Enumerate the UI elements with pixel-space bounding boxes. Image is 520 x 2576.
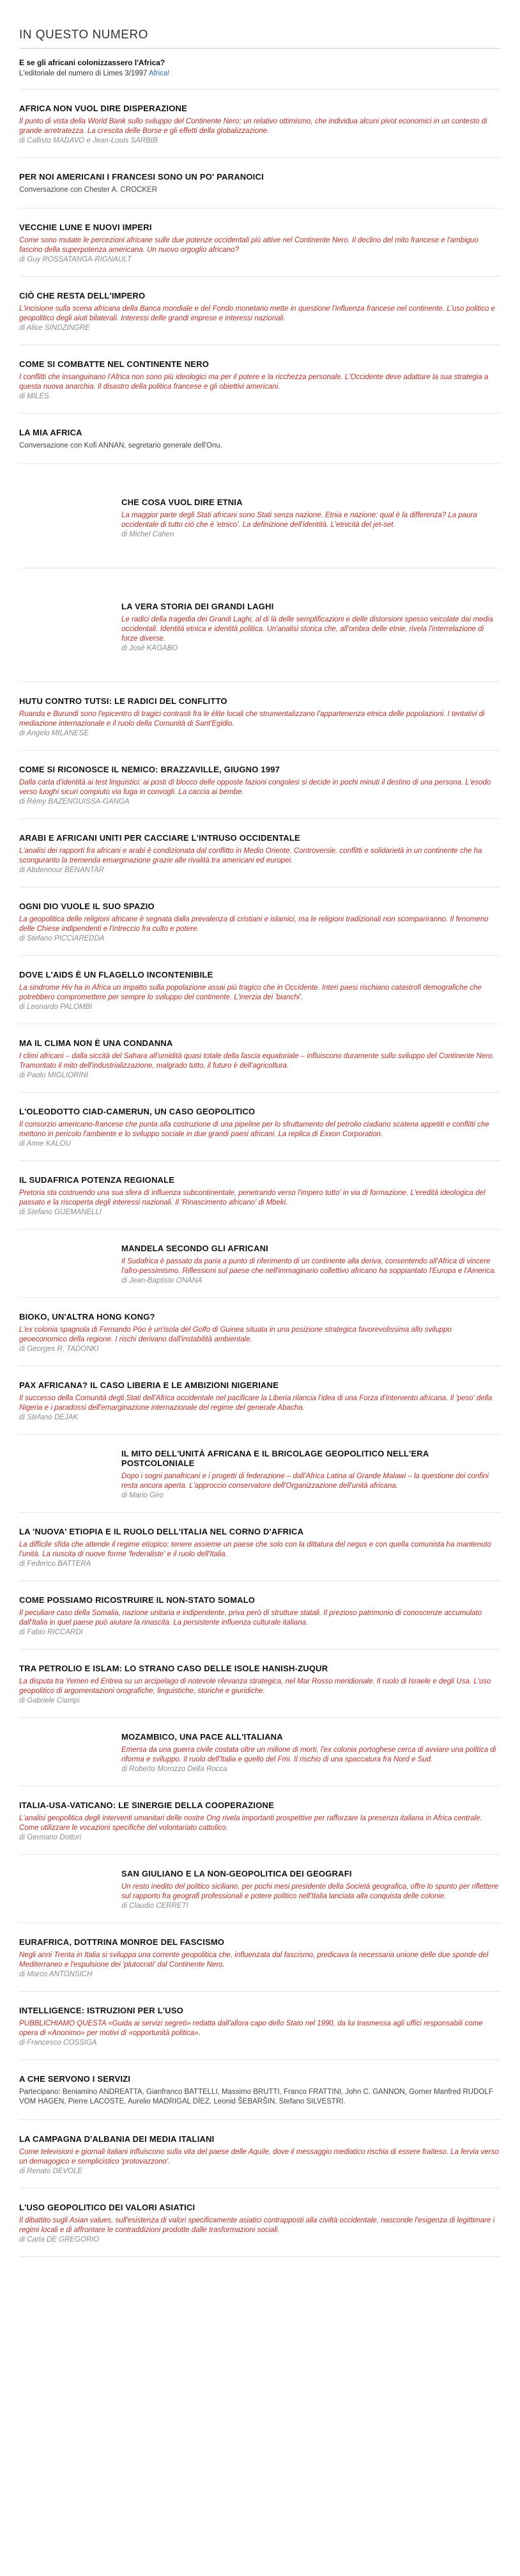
article-title[interactable]: HUTU CONTRO TUTSI: LE RADICI DEL CONFLITTO (19, 696, 227, 706)
article-title[interactable]: PAX AFRICANA? IL CASO LIBERIA E LE AMBIZIONI NIGERIANE (19, 1380, 279, 1390)
article-description: Il dibattito sugli Asian values, sull'esistenza di valori specificamente asiatici contrapposti alla civiltà occidentale, nasconde l'esigenza di legittimare i regimi locali e di affrontare le contraddizioni prodotte dalle trasformazioni sociali. (19, 2217, 495, 2234)
article-author: di Callisto MADAVO e Jean-Louis SARBIB (19, 137, 158, 144)
article-item (19, 1024, 501, 1093)
article-item (19, 682, 501, 751)
article-item (19, 1366, 501, 1435)
article-author: di Angelo MILANESE (19, 730, 89, 737)
article-item (19, 1650, 501, 1718)
article-description: I climi africani – dalla siccità del Sahara all'umidità quasi totale della fascia equatoriale – influiscono duramente sullo sviluppo del Continente Nero. Tramontato il mito dell'industrializzazione, malgrado tutto, il futuro è dell'agricoltura. (19, 1052, 494, 1070)
article-title[interactable]: VECCHIE LUNE E NUOVI IMPERI (19, 222, 152, 232)
article-item (19, 1581, 501, 1650)
article-title[interactable]: L'USO GEOPOLITICO DEI VALORI ASIATICI (19, 2203, 195, 2212)
article-author: di Roberto Morozzo Della Rocca (121, 1765, 227, 1773)
article-title[interactable]: MANDELA SECONDO GLI AFRICANI (121, 1244, 268, 1253)
article-title[interactable]: TRA PETROLIO E ISLAM: LO STRANO CASO DELLE ISOLE HANISH-ZUQUR (19, 1664, 328, 1673)
article-title[interactable]: LA MIA AFRICA (19, 428, 82, 437)
article-author: di Stefano GUEMANELLI (19, 1208, 102, 1216)
article-title[interactable]: PER NOI AMERICANI I FRANCESI SONO UN PO' PARANOICI (19, 172, 264, 182)
article-title[interactable]: CIÒ CHE RESTA DELL'IMPERO (19, 291, 146, 301)
article-description: Partecipano: Beniamino ANDREATTA, Gianfranco BATTELLI, Massimo BRUTTI, Franco FRATTINI, John C. GANNON, Gorner Manfred RUDOLF VOM HAGEN, Pierre LACOSTE, Aurelio MADRIGAL DÍEZ, Leonid ŠEBARŠIN, Stefano SILVESTRI. (19, 2088, 493, 2105)
article-author: di Claudio CERRETI (121, 1902, 188, 1910)
article-description: Come televisioni e giornali italiani influiscono sulla vita del paese delle Aquile, dove il messaggio mediatico rischia di essere fraiteso. La fervia verso un demagogico e semplicistico 'protovazzono'. (19, 2148, 499, 2166)
article-item (19, 1298, 501, 1366)
article-description: L'analisi geopolitica degli interventi umanitari delle nostre Ong rivela importanti prospettive per rafforzare la presenza italiana in Africa centrale. Come utilizzare le vocazioni specifiche del volontariato cattolico. (19, 1815, 482, 1832)
article-author: di Alice SINDZINGRE (19, 324, 90, 332)
article-item (19, 956, 501, 1024)
article-author: di Mario Giro (121, 1492, 164, 1499)
editorial-caption: L'editoriale del numero di Limes 3/1997 (19, 70, 148, 77)
article-list (19, 90, 501, 2257)
article-title[interactable]: CHE COSA VUOL DIRE ETNIA (121, 497, 243, 507)
article-author: di Paolo MIGLIORINI (19, 1072, 89, 1079)
article-item (19, 345, 501, 414)
article-item (19, 1435, 501, 1513)
article-item (19, 90, 501, 158)
article-title[interactable]: IL SUDAFRICA POTENZA REGIONALE (19, 1175, 175, 1185)
article-description: Il successo della Comunità degli Stati dell'Africa occidentale nel pacificare la Liberia rilancia l'idea di una Forza d'intervento africana. Il 'peso' della Nigeria e i paradossi dell'emarginazione internazionale del regime del generale Abacha. (19, 1394, 493, 1412)
article-description: PUBBLICHIAMO QUESTA «Guida ai servizi segreti» redatta dall'allora capo dello Stato nel 1990, da lui trasmessa agli uffici responsabili come opera di «Anonimo» per motivi di «opportunità politica». (19, 2020, 483, 2037)
article-item (19, 1513, 501, 1581)
article-description: La disputa tra Yemen ed Eritrea su un arcipelago di notevole rilevanza strategica, nel Mar Rosso meridionale. Il ruolo di Israele e degli Usa. L'uso geopolitico di argomentazioni orografiche, linguistiche, storiche e giuridiche. (19, 1678, 491, 1695)
article-title[interactable]: L'OLEODOTTO CIAD-CAMERUN, UN CASO GEOPOLITICO (19, 1107, 256, 1116)
article-description: Il Sudafrica è passato da paria a punto di riferimento di un continente alla deriva, consentendo all'Africa di vincere l'afro-pessimismo. Riflessioni sul paese che nell'immaginario collettivo africano ha soppiantato l'Europa e l'America. (121, 1258, 496, 1275)
article-item (19, 1093, 501, 1161)
article-item (19, 208, 501, 277)
article-item (19, 2189, 501, 2257)
article-description: Conversazione con Kofi ANNAN, segretario generale dell'Onu. (19, 442, 222, 449)
article-author: di Germano Dottori (19, 1834, 82, 1841)
article-author: di Gabriele Ciampi (19, 1697, 80, 1705)
article-item (19, 1161, 501, 1229)
article-author: di Anne KALOU (19, 1140, 71, 1148)
article-author: di Georges R. TADONKI (19, 1345, 99, 1353)
article-title[interactable]: A CHE SERVONO I SERVIZI (19, 2074, 131, 2084)
article-item (19, 751, 501, 819)
article-author: di Guy ROSSATANGA-RIGNAULT (19, 256, 132, 263)
article-item (19, 2120, 501, 2189)
article-item (19, 158, 501, 208)
article-author: di Carla DE GREGORIO (19, 2236, 100, 2244)
article-description: La maggior parte degli Stati africani sono Stati senza nazione. Etnia e nazione: qual è la differenza? La paura occidentale di tutto ciò che è 'etnico'. La definizione dell'identità. L'etnicità del jet-set. (121, 511, 477, 529)
article-item (19, 414, 501, 464)
article-author: di Federico BATTERA (19, 1560, 91, 1568)
article-title[interactable]: BIOKO, UN'ALTRA HONG KONG? (19, 1312, 155, 1322)
article-item (19, 277, 501, 345)
article-title[interactable]: LA CAMPAGNA D'ALBANIA DEI MEDIA ITALIANI (19, 2134, 215, 2144)
article-description: La sindrome Hiv ha in Africa un impatto sulla popolazione assai più tragico che in Occidente. Interi paesi rischiano catastrofi demografiche che potrebbero compromettere per sempre lo sviluppo del continente. L'inerzia dei 'bianchi'. (19, 984, 482, 1001)
article-author: di José KAGABO (121, 644, 178, 652)
article-description: Pretoria sta costruendo una sua sfera di influenza subcontinentale, penetrando verso l'impero tutto' in via di formazione. L'eredità ideologica del passato e la riscoperta degli interessi nazionali. Il 'Rinascimento africano' di Mbeki. (19, 1189, 486, 1206)
article-description: Come sono mutate le percezioni africane sulle due potenze occidentali più attive nel Continente Nero. Il declino del mito francese e l'ambiguo fascino della superpotenza americana. Un nuovo orgoglio africano? (19, 237, 478, 254)
article-item (19, 464, 501, 568)
article-description: Il consorzio americano-francese che punta alla costruzione di una pipeline per lo sfruttamento del petrolio ciadiano scatena appetiti e conflitti che mettono in pericolo l'ambiente e lo sviluppo sociale in due grandi paesi africani. La replica di Exxon Corporation. (19, 1121, 489, 1138)
article-description: L'ex colonia spagnola di Fernando Póo è un'isola del Golfo di Guinea situata in una posizione strategica favorevolissima allo sviluppo geoeconomico della regione. I rischi derivano dall'instabilità ambientale. (19, 1326, 452, 1343)
article-author: di Francesco COSSIGA (19, 2039, 97, 2047)
article-description: Un resto inedito del politico siciliano, per pochi mesi presidente della Società geografica, offre lo spunto per riflettere sul rapporto fra geografi professionali e potere politico nell'Italia lanciata alla conquista delle colonie. (121, 1883, 499, 1900)
article-item (19, 819, 501, 887)
article-item (19, 1855, 501, 1923)
article-item (19, 1992, 501, 2060)
article-author: di Stefano DEJAK (19, 1414, 79, 1421)
article-title[interactable]: DOVE L'AIDS È UN FLAGELLO INCONTENIBILE (19, 970, 213, 980)
article-title[interactable]: COME SI RICONOSCE IL NEMICO: BRAZZAVILLE, GIUGNO 1997 (19, 765, 280, 774)
article-author: di Marco ANTONSICH (19, 1971, 93, 1978)
article-description: L'analisi dei rapporti fra africani e arabi è condizionata dal conflitto in Medio Oriente. Controversie, conflitti e solidarietà in un continente che ha sconguranto la tremenda emarginazione grazie alle rivalità tra americani ed europei. (19, 847, 482, 864)
editorial-title[interactable]: E se gli africani colonizzassero l'Africa? (19, 58, 165, 67)
article-item (19, 1786, 501, 1855)
article-description: Il peculiare caso della Somalia, nazione unitaria e indipendente, priva però di strutture statali. Il prezioso patrimonio di conoscenze accumulato dall'Italia in quel paese può aiutare la rinascita. La persistente influenza culturale italiana. (19, 1609, 482, 1627)
article-description: Il punto di vista della World Bank sullo sviluppo del Continente Nero: un relativo ottimismo, che individua alcuni pivot economici in un contesto di grande arretratezza. La crescita delle Borse e gli effetti della globalizzazione. (19, 118, 487, 135)
article-title[interactable]: EURAFRICA, DOTTRINA MONROE DEL FASCISMO (19, 1937, 225, 1947)
article-description: Negli anni Trenta in Italia si sviluppa una corrente geopolitica che, influenzata dal fascismo, predicava la necessaria unione delle due sponde del Mediterraneo e l'espulsione dei 'plutocrati' dal Continente Nero. (19, 1951, 489, 1969)
article-description: La difficile sfida che attende il regime etiopico: tenere assieme un paese che solo con la dittatura del negus e con quella comunista ha mantenuto l'unità. La riuscita di nuove forme 'federaliste' e il ruolo dell'Italia. (19, 1541, 492, 1558)
article-title[interactable]: AFRICA NON VUOL DIRE DISPERAZIONE (19, 104, 188, 113)
article-title[interactable]: MOZAMBICO, UNA PACE ALL'ITALIANA (121, 1732, 283, 1742)
article-title[interactable]: INTELLIGENCE: ISTRUZIONI PER L'USO (19, 2006, 183, 2015)
article-item (19, 1923, 501, 1992)
editorial-text (19, 70, 501, 77)
article-title[interactable]: LA 'NUOVA' ETIOPIA E IL RUOLO DELL'ITALIA NEL CORNO D'AFRICA (19, 1527, 304, 1536)
article-description: Dalla carta d'identità ai test linguistici: ai posti di blocco delle opposte fazioni congolesi si decide in pochi minuti il destino di una persona. L'esodo verso luoghi sicuri compiuto via fuga in convogli. La caccia ai bembe. (19, 779, 491, 796)
article-author: di Leonardo PALOMBI (19, 1003, 93, 1011)
article-description: Dopo i sogni panafricani e i progetti di federazione – dall'Africa Latina al Grande Malawi – la questione dei confini resta ancora aperta. L'approccio conservatore dell'Organizzazione dell'unità africana. (121, 1472, 489, 1490)
article-title[interactable]: OGNI DIO VUOLE IL SUO SPAZIO (19, 902, 155, 911)
article-title[interactable]: SAN GIULIANO E LA NON-GEOPOLITICA DEI GEOGRAFI (121, 1869, 352, 1878)
article-author: di Michel Cahen (121, 531, 174, 538)
article-description: Conversazione con Chester A. CROCKER (19, 186, 158, 194)
article-description: Emersa da una guerra civile costata oltre un milione di morti, l'ex colonia portoghese cerca di avviare una politica di riforma e sviluppo. Il ruolo dell'Italia e quello del Fmi. Il rischio di una spaccatura fra Nord e Sud. (121, 1746, 496, 1763)
article-title[interactable]: COME SI COMBATTE NEL CONTINENTE NERO (19, 359, 210, 369)
article-title[interactable]: LA VERA STORIA DEI GRANDI LAGHI (121, 602, 274, 611)
article-description: Ruanda e Burundi sono l'epicentro di tragici contrasti fra le élite locali che strumentalizzano l'appartenenza etnica delle popolazioni. I tentativi di mediazione internazionale e il ruolo della Comunità di Sant'Egidio. (19, 710, 485, 728)
article-item (19, 1229, 501, 1298)
article-author: di Fabio RICCARDI (19, 1628, 83, 1636)
article-author: di Jean-Baptiste ONANA (121, 1277, 203, 1284)
article-author: di Stefano PICCIAREDDA (19, 935, 105, 942)
article-description: Le radici della tragedia dei Grandi Laghi, al di là delle semplificazioni e delle distorsioni spesso veicolate dai media occidentali. Identità etnica e identità politica. Un'analisi storica che, all'ombra delle etnie, rivela l'interrelazione di forze diverse. (121, 616, 493, 643)
article-description: I conflitti che insanguinano l'Africa non sono più ideologici ma per il potere e la ricchezza personale. L'Occidente deve adattare la sua strategia a questa nuova anarchia. Il disastro della politica francese e gli obiettivi americani. (19, 373, 489, 391)
article-item (19, 887, 501, 956)
article-title[interactable]: IL MITO DELL'UNITÀ AFRICANA E IL BRICOLAGE GEOPOLITICO NELL'ERA POSTCOLONIALE (121, 1449, 429, 1468)
article-title[interactable]: ITALIA-USA-VATICANO: LE SINERGIE DELLA COOPERAZIONE (19, 1800, 274, 1810)
article-author: di Renato DEVOLE (19, 2167, 83, 2175)
article-author: di MILES (19, 393, 49, 400)
issue-link[interactable]: Africa! (148, 70, 170, 77)
section-title: IN QUESTO NUMERO (19, 0, 501, 49)
article-item (19, 568, 501, 682)
article-item (19, 2060, 501, 2120)
article-item (19, 1718, 501, 1786)
article-title[interactable]: COME POSSIAMO RICOSTRUIRE IL NON-STATO SOMALO (19, 1595, 256, 1605)
article-title[interactable]: ARABI E AFRICANI UNITI PER CACCIARE L'INTRUSO OCCIDENTALE (19, 833, 300, 843)
article-description: L'incisione sulla scena africana della Banca mondiale e del Fondo monetario mette in questione l'influenza francese nel continente. L'uso politico e geopolitico degli aiuti bilaterali. Interessi delle grandi imprese e interessi nazionali. (19, 305, 495, 322)
article-title[interactable]: MA IL CLIMA NON È UNA CONDANNA (19, 1038, 173, 1048)
editorial-intro (19, 49, 501, 90)
article-author: di Abdennour BENANTAR (19, 866, 104, 874)
article-description: La geopolitica delle religioni africane è segnata dalla prevalenza di cristiani e islamici, ma le religioni tradizionali non scompariranno. Il fenomeno delle Chiese indipendenti e l'intreccio fra culto e potere. (19, 916, 489, 933)
article-author: di Rémy BAZENGUISSA-GANGA (19, 798, 130, 806)
